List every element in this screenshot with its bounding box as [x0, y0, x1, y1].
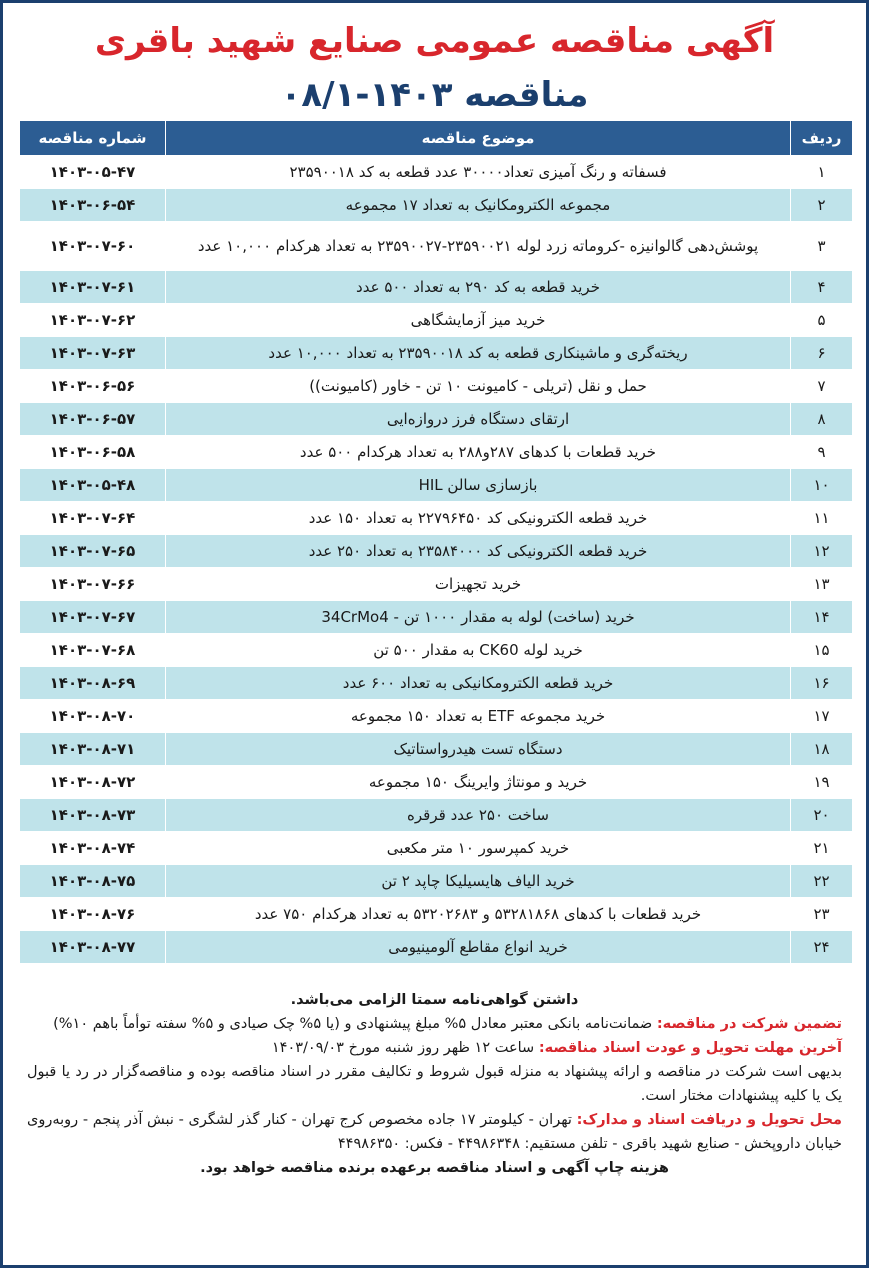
row-index: ۲۴	[791, 931, 853, 964]
row-index: ۲	[791, 189, 853, 222]
table-row	[20, 156, 853, 189]
row-subject: مجموعه الکترومکانیک به تعداد ۱۷ مجموعه	[166, 189, 791, 222]
row-tender-number: ۱۴۰۳-۰۷-۶۶	[20, 568, 166, 601]
row-index: ۱۰	[791, 469, 853, 502]
row-subject: دستگاه تست هیدرواستاتیک	[166, 733, 791, 766]
address-label: محل تحویل و دریافت اسناد و مدارک:	[576, 1112, 842, 1128]
row-subject: حمل و نقل (تریلی - کامیونت ۱۰ تن - خاور (کامیونت))	[166, 370, 791, 403]
row-index: ۱	[791, 156, 853, 189]
row-subject: خرید کمپرسور ۱۰ متر مکعبی	[166, 832, 791, 865]
table-row	[20, 189, 853, 222]
table-row	[20, 898, 853, 931]
row-tender-number: ۱۴۰۳-۰۸-۷۵	[20, 865, 166, 898]
row-subject: خرید تجهیزات	[166, 568, 791, 601]
row-index: ۶	[791, 337, 853, 370]
table-row	[20, 502, 853, 535]
row-index: ۱۹	[791, 766, 853, 799]
row-index: ۱۸	[791, 733, 853, 766]
table-row	[20, 799, 853, 832]
guarantee-text: ضمانت‌نامه بانکی معتبر معادل ۵% مبلغ پیشنهادی و (یا ۵% چک صیادی و ۵% سفته توأماً باهم ۱۰%)	[53, 1016, 653, 1032]
table-row	[20, 733, 853, 766]
table-row	[20, 931, 853, 964]
row-index: ۲۲	[791, 865, 853, 898]
row-tender-number: ۱۴۰۳-۰۶-۵۷	[20, 403, 166, 436]
row-tender-number: ۱۴۰۳-۰۸-۷۱	[20, 733, 166, 766]
deadline-label: آخرین مهلت تحویل و عودت اسناد مناقصه:	[538, 1040, 842, 1056]
row-subject: خرید قطعه به کد ۲۹۰ به تعداد ۵۰۰ عدد	[166, 271, 791, 304]
row-index: ۳	[791, 222, 853, 271]
row-index: ۸	[791, 403, 853, 436]
row-tender-number: ۱۴۰۳-۰۷-۶۸	[20, 634, 166, 667]
tender-table-body	[20, 156, 853, 964]
row-subject: خرید لوله CK60 به مقدار ۵۰۰ تن	[166, 634, 791, 667]
row-index: ۱۷	[791, 700, 853, 733]
tender-number-heading: مناقصه ۱۴۰۳-۰۸/۱	[280, 75, 589, 115]
row-subject: ارتقای دستگاه فرز دروازه‌ایی	[166, 403, 791, 436]
address-text: تهران - کیلومتر ۱۷ جاده مخصوص کرج تهران - کنار گذر لشگری - نبش آذر پنجم - روبه‌روی خیابان داروپخش - صنایع شهید باقری - تلفن مستقیم: ۴۴۹۸۶۳۴۸ - فکس: ۴۴۹۸۶۳۵۰	[27, 1112, 842, 1152]
header-row-index: ردیف	[791, 121, 853, 156]
row-tender-number: ۱۴۰۳-۰۸-۷۴	[20, 832, 166, 865]
table-row	[20, 832, 853, 865]
row-subject: خرید قطعات با کدهای ۵۳۲۸۱۸۶۸ و ۵۳۲۰۲۶۸۳ به تعداد هرکدام ۷۵۰ عدد	[166, 898, 791, 931]
row-subject: خرید قطعه الکترونیکی کد ۲۲۷۹۶۴۵۰ به تعداد ۱۵۰ عدد	[166, 502, 791, 535]
table-row	[20, 370, 853, 403]
row-index: ۲۰	[791, 799, 853, 832]
table-row	[20, 865, 853, 898]
table-row	[20, 700, 853, 733]
table-row	[20, 222, 853, 271]
table-row	[20, 634, 853, 667]
row-tender-number: ۱۴۰۳-۰۷-۶۵	[20, 535, 166, 568]
row-index: ۷	[791, 370, 853, 403]
table-row	[20, 337, 853, 370]
row-tender-number: ۱۴۰۳-۰۷-۶۰	[20, 222, 166, 271]
terms-paragraph: بدیهی است شرکت در مناقصه و ارائه پیشنهاد به منزله قبول شروط و تکالیف مقرر در اسناد مناقصه بوده و مناقصه‌گزار در رد یا قبول یک یا کلیه پیشنهادات مختار است.	[27, 1064, 842, 1104]
deadline-text: ساعت ۱۲ ظهر روز شنبه مورخ ۱۴۰۳/۰۹/۰۳	[271, 1040, 535, 1056]
row-tender-number: ۱۴۰۳-۰۷-۶۲	[20, 304, 166, 337]
row-tender-number: ۱۴۰۳-۰۶-۵۶	[20, 370, 166, 403]
row-subject: خرید مجموعه ETF به تعداد ۱۵۰ مجموعه	[166, 700, 791, 733]
row-index: ۱۳	[791, 568, 853, 601]
header-subject: موضوع مناقصه	[166, 121, 791, 156]
row-index: ۱۴	[791, 601, 853, 634]
deadline-paragraph	[27, 1036, 842, 1060]
row-subject: خرید قطعه الکترومکانیکی به تعداد ۶۰۰ عدد	[166, 667, 791, 700]
row-subject: خرید میز آزمایشگاهی	[166, 304, 791, 337]
row-subject: خرید الیاف هایسیلیکا چاپد ۲ تن	[166, 865, 791, 898]
table-row	[20, 304, 853, 337]
tender-table	[19, 120, 853, 964]
row-tender-number: ۱۴۰۳-۰۷-۶۷	[20, 601, 166, 634]
row-tender-number: ۱۴۰۳-۰۷-۶۱	[20, 271, 166, 304]
row-subject: بازسازی سالن HIL	[166, 469, 791, 502]
table-row	[20, 436, 853, 469]
notice-title: آگهی مناقصه عمومی صنایع شهید باقری	[94, 21, 775, 61]
row-tender-number: ۱۴۰۳-۰۶-۵۸	[20, 436, 166, 469]
row-subject: خرید قطعه الکترونیکی کد ۲۳۵۸۴۰۰۰ به تعداد ۲۵۰ عدد	[166, 535, 791, 568]
row-subject: خرید (ساخت) لوله به مقدار ۱۰۰۰ تن - 34CrMo4	[166, 601, 791, 634]
table-row	[20, 766, 853, 799]
row-tender-number: ۱۴۰۳-۰۵-۴۷	[20, 156, 166, 189]
row-tender-number: ۱۴۰۳-۰۷-۶۳	[20, 337, 166, 370]
row-subject: خرید قطعات با کدهای ۲۸۷و۲۸۸ به تعداد هرکدام ۵۰۰ عدد	[166, 436, 791, 469]
table-header-row	[20, 121, 853, 156]
guarantee-label: تضمین شرکت در مناقصه:	[656, 1016, 842, 1032]
header-tender-number: شماره مناقصه	[20, 121, 166, 156]
row-tender-number: ۱۴۰۳-۰۷-۶۴	[20, 502, 166, 535]
row-subject: ساخت ۲۵۰ عدد قرقره	[166, 799, 791, 832]
row-tender-number: ۱۴۰۳-۰۸-۷۰	[20, 700, 166, 733]
row-tender-number: ۱۴۰۳-۰۸-۷۷	[20, 931, 166, 964]
guarantee-paragraph	[27, 1012, 842, 1036]
table-row	[20, 568, 853, 601]
table-row	[20, 403, 853, 436]
notice-footer	[27, 988, 842, 1180]
row-subject: فسفاته و رنگ آمیزی تعداد۳۰۰۰۰ عدد قطعه به کد ۲۳۵۹۰۰۱۸	[166, 156, 791, 189]
table-row	[20, 271, 853, 304]
row-tender-number: ۱۴۰۳-۰۵-۴۸	[20, 469, 166, 502]
table-row	[20, 469, 853, 502]
row-index: ۱۵	[791, 634, 853, 667]
row-index: ۵	[791, 304, 853, 337]
row-index: ۲۱	[791, 832, 853, 865]
row-subject: خرید انواع مقاطع آلومینیومی	[166, 931, 791, 964]
row-index: ۴	[791, 271, 853, 304]
table-row	[20, 535, 853, 568]
table-row	[20, 601, 853, 634]
row-index: ۱۲	[791, 535, 853, 568]
row-subject: پوشش‌دهی گالوانیزه -کروماته زرد لوله ۲۳۵۹۰۰۲۱-۲۳۵۹۰۰۲۷ به تعداد هرکدام ۱۰,۰۰۰ عدد	[166, 222, 791, 271]
address-paragraph	[27, 1108, 842, 1156]
table-row	[20, 667, 853, 700]
row-tender-number: ۱۴۰۳-۰۸-۶۹	[20, 667, 166, 700]
setam-requirement: داشتن گواهی‌نامه سمتا الزامی می‌باشد.	[290, 992, 579, 1008]
row-tender-number: ۱۴۰۳-۰۸-۷۲	[20, 766, 166, 799]
row-subject: خرید و مونتاژ وایرینگ ۱۵۰ مجموعه	[166, 766, 791, 799]
row-tender-number: ۱۴۰۳-۰۶-۵۴	[20, 189, 166, 222]
row-index: ۱۱	[791, 502, 853, 535]
row-index: ۹	[791, 436, 853, 469]
row-index: ۱۶	[791, 667, 853, 700]
row-tender-number: ۱۴۰۳-۰۸-۷۳	[20, 799, 166, 832]
row-index: ۲۳	[791, 898, 853, 931]
row-tender-number: ۱۴۰۳-۰۸-۷۶	[20, 898, 166, 931]
cost-note: هزینه چاپ آگهی و اسناد مناقصه برعهده برنده مناقصه خواهد بود.	[200, 1160, 669, 1176]
row-subject: ریخته‌گری و ماشینکاری قطعه به کد ۲۳۵۹۰۰۱۸ به تعداد ۱۰,۰۰۰ عدد	[166, 337, 791, 370]
